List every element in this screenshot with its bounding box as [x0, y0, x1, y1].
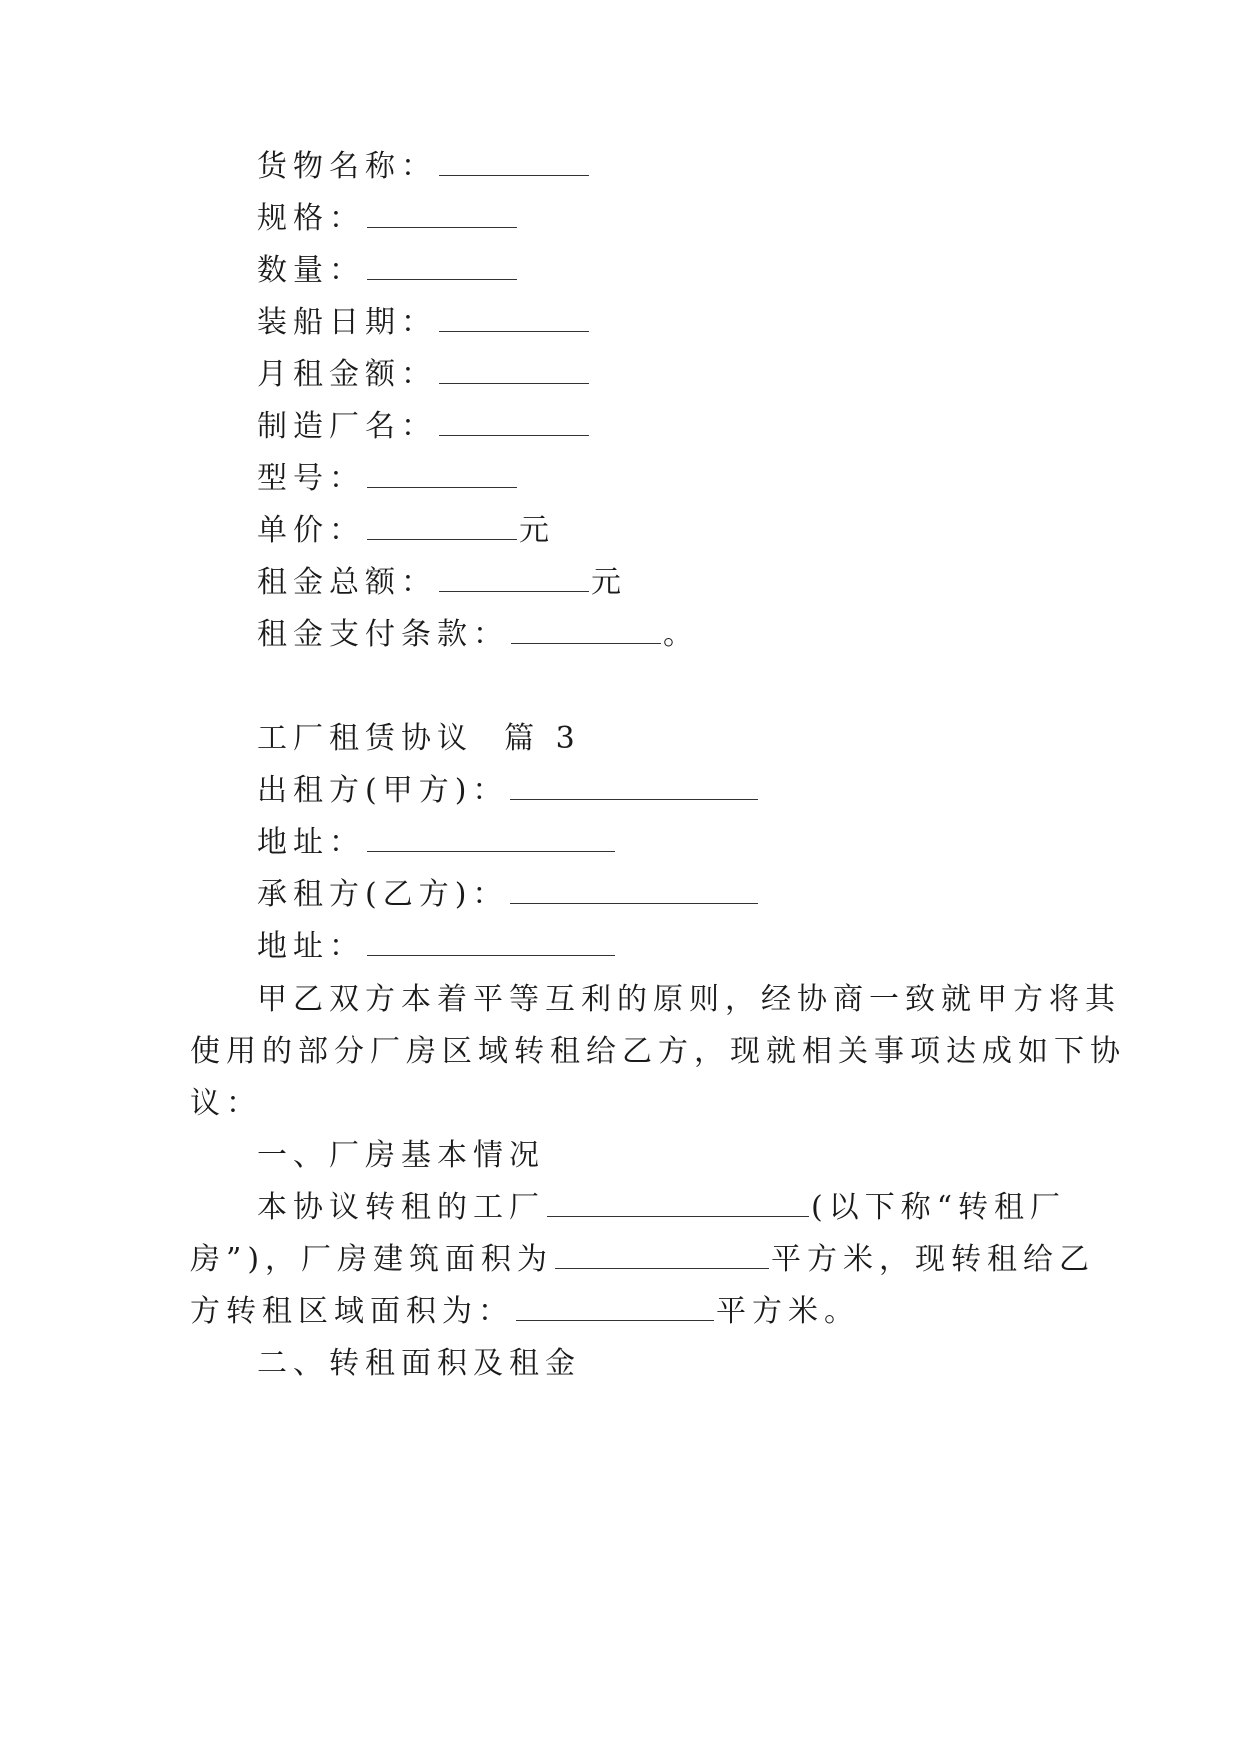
intro-paragraph-line2: 使用的部分厂房区域转租给乙方，现就相关事项达成如下协 — [190, 1034, 1126, 1069]
section2-title: 二、转租面积及租金 — [257, 1346, 581, 1381]
s1-l3-pre: 方转租区域面积为： — [190, 1294, 514, 1329]
payment-terms-blank — [511, 617, 661, 644]
model-line — [257, 459, 519, 499]
goods-name-line — [257, 147, 591, 187]
unit-price-label: 单价： — [257, 513, 365, 548]
total-rent-blank — [439, 565, 589, 592]
quantity-line — [257, 251, 519, 291]
lessor-line — [257, 771, 760, 811]
s1-l2-pre: 房”)，厂房建筑面积为 — [190, 1242, 554, 1277]
model-label: 型号： — [257, 461, 365, 496]
goods-name-blank — [439, 149, 589, 176]
lessee-label: 承租方(乙方)： — [257, 877, 509, 912]
monthly-rent-label: 月租金额： — [257, 357, 437, 392]
agreement-heading: 工厂租赁协议 篇 3 — [257, 721, 581, 756]
manufacturer-line — [257, 407, 591, 447]
lessee-address-line — [257, 927, 617, 967]
factory-name-blank — [547, 1190, 809, 1217]
building-area-blank — [555, 1242, 769, 1269]
s1-l1-post: (以下称“转租厂 — [811, 1190, 1067, 1225]
quantity-blank — [367, 253, 517, 280]
lessor-blank — [510, 773, 758, 800]
payment-terms-label: 租金支付条款： — [257, 617, 509, 652]
lessor-label: 出租方(甲方)： — [257, 773, 509, 808]
section1-title: 一、厂房基本情况 — [257, 1138, 545, 1173]
payment-terms-end: 。 — [663, 617, 699, 652]
spec-blank — [367, 201, 517, 228]
lessor-address-line — [257, 823, 617, 863]
monthly-rent-line — [257, 355, 591, 395]
lessor-address-label: 地址： — [257, 825, 365, 860]
intro-paragraph-line1: 甲乙双方本着平等互利的原则，经协商一致就甲方将其 — [257, 982, 1121, 1017]
sublease-area-blank — [516, 1294, 714, 1321]
lessee-line — [257, 875, 760, 915]
spec-label: 规格： — [257, 201, 365, 236]
section1-line1 — [257, 1188, 1066, 1228]
unit-price-blank — [367, 513, 517, 540]
section1-line2 — [190, 1240, 1095, 1280]
manufacturer-label: 制造厂名： — [257, 409, 437, 444]
payment-terms-line — [257, 615, 699, 655]
section1-line3 — [190, 1292, 860, 1332]
lessor-address-blank — [367, 825, 615, 852]
monthly-rent-blank — [439, 357, 589, 384]
lessee-address-label: 地址： — [257, 929, 365, 964]
lessee-address-blank — [367, 929, 615, 956]
total-rent-label: 租金总额： — [257, 565, 437, 600]
unit-price-line — [257, 511, 555, 551]
s1-l3-post: 平方米。 — [716, 1294, 860, 1329]
unit-price-unit: 元 — [519, 513, 555, 548]
s1-l1-pre: 本协议转租的工厂 — [257, 1190, 545, 1225]
s1-l2-post: 平方米，现转租给乙 — [771, 1242, 1096, 1277]
total-rent-unit: 元 — [591, 565, 627, 600]
lessee-blank — [510, 877, 758, 904]
intro-paragraph-line3: 议： — [190, 1086, 262, 1121]
model-blank — [367, 461, 517, 488]
goods-name-label: 货物名称： — [257, 149, 437, 184]
spec-line — [257, 199, 519, 239]
shipping-date-line — [257, 303, 591, 343]
manufacturer-blank — [439, 409, 589, 436]
shipping-date-label: 装船日期： — [257, 305, 437, 340]
shipping-date-blank — [439, 305, 589, 332]
quantity-label: 数量： — [257, 253, 365, 288]
total-rent-line — [257, 563, 627, 603]
